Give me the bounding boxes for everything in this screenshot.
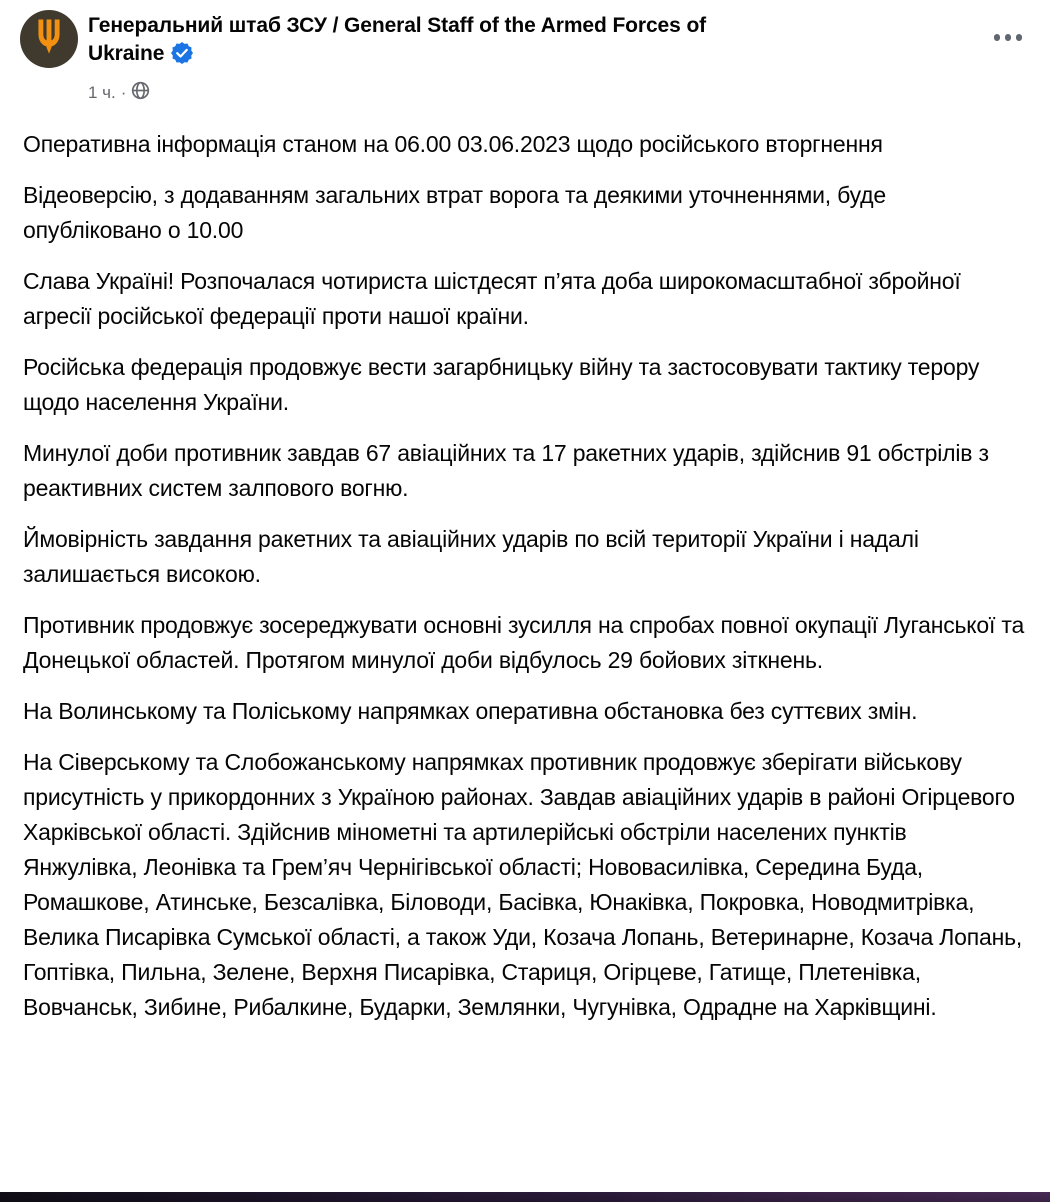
- page-name-part2: Ukraine: [88, 42, 165, 65]
- post-paragraph: Слава Україні! Розпочалася чотириста шістдесят п’ята доба широкомасштабної збройної агресії російської федерації проти нашої країни.: [23, 268, 961, 329]
- post-paragraph: Противник продовжує зосереджувати основні зусилля на спробах повної окупації Луганської та Донецької областей. Протягом минулої доби відбулось 29 бойових зіткнень.: [23, 612, 1025, 673]
- page-name-part1: Генеральний штаб ЗСУ / General Staff of the Armed Forces of: [88, 14, 707, 37]
- post-paragraph: Російська федерація продовжує вести загарбницьку війну та застосовувати тактику терору щодо населення України.: [23, 354, 980, 415]
- post-paragraph: Відеоверсію, з додаванням загальних втрат ворога та деякими уточненнями, буде опубліковано о 10.00: [23, 182, 886, 243]
- post-paragraph: На Волинському та Поліському напрямках оперативна обстановка без суттєвих змін.: [23, 698, 918, 724]
- post-header: [0, 0, 1050, 105]
- post-menu-button[interactable]: [986, 26, 1031, 49]
- post-paragraph: Ймовірність завдання ракетних та авіаційних ударів по всій території України і надалі залишається високою.: [23, 526, 919, 587]
- post-meta: [88, 80, 706, 105]
- post-paragraph: Минулої доби противник завдав 67 авіаційних та 17 ракетних ударів, здійснив 91 обстрілів з реактивних систем залпового вогню.: [23, 440, 989, 501]
- ellipsis-icon: [1005, 34, 1012, 41]
- ellipsis-icon: [994, 34, 1001, 41]
- ellipsis-icon: [1016, 34, 1023, 41]
- timestamp-link[interactable]: 1 ч.: [88, 82, 116, 102]
- post-text: [0, 105, 1050, 1025]
- page-avatar[interactable]: [20, 10, 78, 68]
- post-paragraph: Оперативна інформація станом на 06.00 03.06.2023 щодо російського вторгнення: [23, 131, 883, 157]
- globe-privacy-icon: [131, 81, 150, 105]
- post-header-text: [88, 10, 706, 105]
- post-paragraph: На Сіверському та Слобожанському напрямках противник продовжує зберігати військову присутність у прикордонних з Україною районах. Завдав авіаційних ударів в районі Огірцевого Харківської області. Здійснив мінометні та артилерійські обстріли населених пунктів Янжулівка, Леонівка та Грем’яч Чернігівської області; Нововасилівка, Середина Буда, Ромашкове, Атинське, Безсалівка, Біловоди, Басівка, Юнаківка, Покровка, Новодмитрівка, Велика Писарівка Сумської області, а також Уди, Козача Лопань, Ветеринарне, Козача Лопань, Гоптівка, Пильна, Зелене, Верхня Писарівка, Стариця, Огірцеве, Гатище, Плетенівка, Вовчанськ, Зибине, Рибалкине, Бударки, Землянки, Чугунівка, Одрадне на Харківщині.: [23, 749, 1023, 1020]
- meta-separator: ·: [120, 82, 127, 102]
- verified-badge-icon: [171, 42, 193, 72]
- page-name-link[interactable]: [88, 12, 706, 72]
- trident-icon: [36, 19, 62, 59]
- attached-image-top-edge[interactable]: [0, 1192, 1050, 1202]
